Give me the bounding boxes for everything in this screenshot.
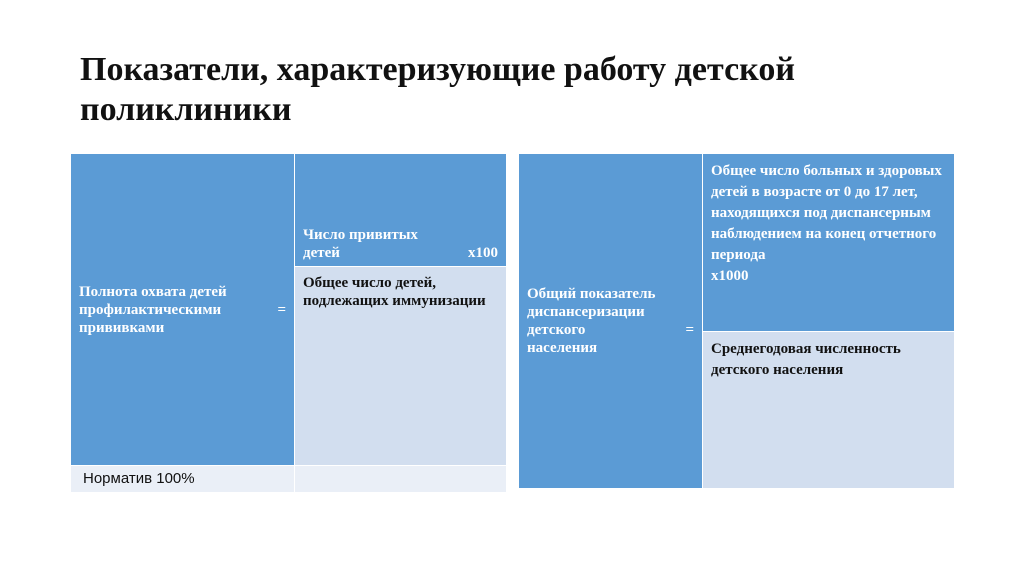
dispensary-numerator-cell — [703, 154, 955, 332]
coverage-formula-table — [70, 153, 507, 493]
norm-text: Норматив 100% — [83, 470, 195, 487]
dispensary-label-line: населения — [527, 340, 598, 356]
multiplier: х100 — [468, 245, 498, 261]
dispensary-label-line: детского — [527, 322, 586, 338]
numerator-line: детей — [303, 245, 340, 261]
empty-cell — [295, 466, 507, 493]
denominator-text: Среднегодовая численность детского населения — [711, 341, 901, 378]
dispensary-label-cell — [519, 154, 703, 489]
numerator-text: Общее число больных и здоровых детей в возрасте от 0 до 17 лет, находящихся под диспансерным наблюдением на конец отчетного периода — [711, 163, 942, 263]
dispensary-denominator-cell — [703, 332, 955, 489]
coverage-label-cell — [71, 154, 295, 466]
coverage-label-line: профилактическими — [79, 301, 222, 318]
dispensary-formula-table — [518, 153, 955, 489]
multiplier: х1000 — [711, 268, 749, 284]
coverage-numerator-cell — [295, 154, 507, 267]
coverage-label-line: Полнота охвата детей — [79, 283, 227, 300]
coverage-denominator-cell — [295, 267, 507, 466]
dispensary-label-line: диспансеризации — [527, 304, 645, 320]
coverage-label-line: прививками — [79, 319, 165, 336]
equals-sign: = — [685, 322, 694, 338]
norm-cell — [71, 466, 295, 493]
denominator-text: Общее число детей, подлежащих иммунизации — [303, 275, 486, 309]
page-title: Показатели, характеризующие работу детской поликлиники — [80, 51, 795, 128]
equals-sign: = — [277, 301, 286, 318]
numerator-line: Число привитых — [303, 227, 418, 243]
dispensary-label-line: Общий показатель — [527, 286, 656, 302]
